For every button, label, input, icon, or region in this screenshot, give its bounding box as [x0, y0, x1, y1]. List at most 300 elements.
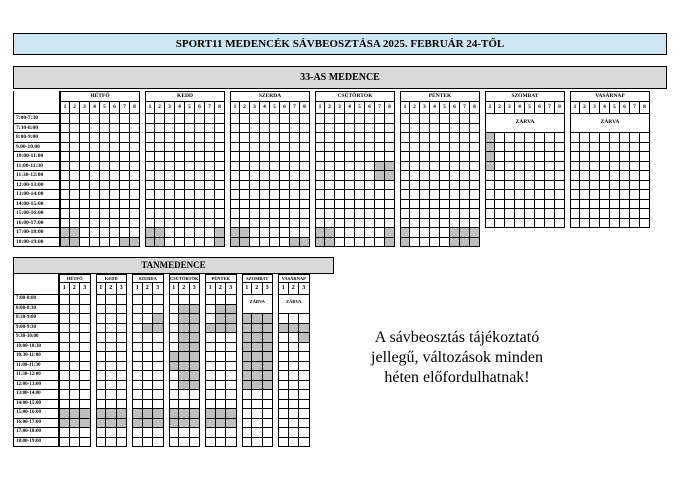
lane-slot — [299, 352, 310, 362]
lane-slot — [345, 143, 355, 153]
schedule-row — [485, 181, 565, 191]
lane-slot — [110, 171, 120, 181]
lane-slot — [270, 190, 280, 200]
schedule-row — [132, 438, 164, 448]
schedule-row — [60, 152, 140, 162]
occupied-lane-slot — [485, 162, 495, 172]
occupied-lane-slot — [252, 333, 263, 343]
lane-slot — [430, 238, 440, 248]
schedule-row — [145, 228, 225, 238]
lane-slot — [60, 114, 70, 124]
lane-slot — [300, 114, 310, 124]
lane-slot — [120, 133, 130, 143]
lane-number: 1 — [485, 102, 495, 114]
lane-slot — [169, 314, 180, 324]
schedule-row — [60, 133, 140, 143]
lane-slot — [495, 181, 505, 191]
lane-slot — [545, 181, 555, 191]
lane-slot — [240, 124, 250, 134]
lane-slot — [430, 124, 440, 134]
schedule-row — [96, 409, 128, 419]
lane-slot — [315, 162, 325, 172]
lane-slot — [230, 162, 240, 172]
lane-slot — [495, 190, 505, 200]
lane-slot — [545, 209, 555, 219]
lane-slot — [169, 381, 180, 391]
lane-slot — [300, 219, 310, 229]
lane-slot — [278, 333, 289, 343]
lane-slot — [570, 190, 580, 200]
lane-slot — [90, 171, 100, 181]
day-name: PÉNTEK — [205, 274, 237, 283]
lane-slot — [580, 200, 590, 210]
lane-slot — [70, 390, 81, 400]
day-name: CSÜTÖRTÖK — [315, 91, 395, 102]
schedule-row — [96, 400, 128, 410]
occupied-lane-slot — [70, 238, 80, 248]
lane-slot — [175, 200, 185, 210]
lane-slot — [515, 181, 525, 191]
lane-slot — [226, 390, 237, 400]
occupied-lane-slot — [230, 238, 240, 248]
schedule-row — [169, 352, 201, 362]
lane-slot — [216, 352, 227, 362]
lane-slot — [185, 190, 195, 200]
lane-slot — [400, 190, 410, 200]
lane-slot — [420, 152, 430, 162]
schedule-row — [242, 352, 274, 362]
lane-slot — [59, 438, 70, 448]
lane-slot — [289, 343, 300, 353]
occupied-lane-slot — [179, 333, 190, 343]
schedule-row — [315, 171, 395, 181]
lane-slot — [230, 171, 240, 181]
occupied-lane-slot — [70, 419, 81, 429]
occupied-lane-slot — [179, 419, 190, 429]
occupied-lane-slot — [278, 324, 289, 334]
occupied-lane-slot — [450, 228, 460, 238]
lane-slot — [80, 305, 91, 315]
lane-slot — [117, 400, 128, 410]
lane-slot — [600, 171, 610, 181]
lane-slot — [250, 219, 260, 229]
lane-slot — [525, 200, 535, 210]
lane-slot — [250, 152, 260, 162]
occupied-lane-slot — [242, 343, 253, 353]
schedule-row — [96, 305, 128, 315]
lane-slot — [365, 219, 375, 229]
schedule-row — [205, 428, 237, 438]
lane-slot — [280, 200, 290, 210]
lane-slot — [70, 428, 81, 438]
lane-number: 7 — [289, 102, 300, 114]
lane-slot — [96, 295, 107, 305]
lane-number: 7 — [544, 102, 555, 114]
lane-slot — [270, 171, 280, 181]
lane-slot — [195, 219, 205, 229]
lane-slot — [205, 162, 215, 172]
schedule-row — [132, 390, 164, 400]
lane-slot — [430, 219, 440, 229]
lane-slot — [195, 200, 205, 210]
lane-slot — [106, 314, 117, 324]
lane-slot — [205, 305, 216, 315]
lane-number: 3 — [504, 102, 515, 114]
lane-slot — [132, 343, 143, 353]
lane-slot — [278, 371, 289, 381]
lane-slot — [505, 200, 515, 210]
lane-slot — [555, 171, 565, 181]
lane-slot — [205, 143, 215, 153]
lane-slot — [230, 200, 240, 210]
lane-slot — [190, 438, 201, 448]
lane-number: 2 — [215, 283, 227, 295]
lane-slot — [216, 390, 227, 400]
lane-slot — [215, 133, 225, 143]
lane-slot — [215, 209, 225, 219]
time-slot-label: 9:00-9:30 — [14, 324, 58, 334]
lane-number: 7 — [629, 102, 640, 114]
lane-slot — [59, 362, 70, 372]
lane-slot — [430, 200, 440, 210]
lane-slot — [470, 133, 480, 143]
time-slot-label: 15:00-16:00 — [14, 209, 59, 219]
lane-slot — [106, 438, 117, 448]
schedule-row — [242, 333, 274, 343]
lane-slot — [290, 228, 300, 238]
lane-slot — [289, 400, 300, 410]
schedule-row — [230, 219, 310, 229]
lane-number: 2 — [105, 283, 117, 295]
lane-slot — [620, 219, 630, 229]
occupied-lane-slot — [190, 409, 201, 419]
lane-slot — [70, 362, 81, 372]
lane-slot — [155, 143, 165, 153]
lane-slot — [80, 190, 90, 200]
lane-slot — [185, 200, 195, 210]
schedule-row — [59, 381, 91, 391]
lane-slot — [610, 219, 620, 229]
schedule-row — [315, 133, 395, 143]
lane-slot — [132, 428, 143, 438]
lane-number: 3 — [589, 102, 600, 114]
lane-slot — [278, 438, 289, 448]
lane-slot — [580, 152, 590, 162]
lane-slot — [120, 124, 130, 134]
lane-slot — [365, 200, 375, 210]
lane-slot — [117, 333, 128, 343]
occupied-lane-slot — [290, 238, 300, 248]
lane-slot — [430, 133, 440, 143]
lane-slot — [70, 438, 81, 448]
occupied-lane-slot — [315, 238, 325, 248]
lane-slot — [263, 438, 274, 448]
time-slot-label: 11:00-11:30 — [14, 162, 59, 172]
lane-slot — [96, 400, 107, 410]
occupied-lane-slot — [120, 238, 130, 248]
schedule-row — [278, 400, 310, 410]
lane-slot — [630, 200, 640, 210]
schedule-row — [59, 371, 91, 381]
schedule-row — [242, 428, 274, 438]
lane-slot — [278, 314, 289, 324]
schedule-row — [96, 381, 128, 391]
lane-slot — [515, 171, 525, 181]
lane-slot — [505, 143, 515, 153]
schedule-row — [145, 190, 225, 200]
lane-slot — [90, 200, 100, 210]
occupied-lane-slot — [216, 314, 227, 324]
lane-slot — [175, 209, 185, 219]
lane-slot — [155, 190, 165, 200]
occupied-lane-slot — [315, 228, 325, 238]
lane-slot — [155, 181, 165, 191]
lane-slot — [640, 219, 650, 229]
lane-slot — [335, 238, 345, 248]
lane-slot — [185, 143, 195, 153]
lane-number: 1 — [242, 283, 253, 295]
lane-slot — [410, 190, 420, 200]
lane-slot — [80, 181, 90, 191]
lane-slot — [205, 200, 215, 210]
lane-slot — [505, 133, 515, 143]
lane-slot — [525, 152, 535, 162]
schedule-row — [278, 343, 310, 353]
schedule-row — [230, 124, 310, 134]
schedule-row — [278, 314, 310, 324]
lane-slot — [555, 133, 565, 143]
lane-slot — [70, 181, 80, 191]
lane-slot — [335, 200, 345, 210]
lane-slot — [169, 324, 180, 334]
lane-slot — [153, 333, 164, 343]
lane-slot — [440, 228, 450, 238]
lane-slot — [59, 333, 70, 343]
schedule-row — [169, 419, 201, 429]
occupied-lane-slot — [252, 371, 263, 381]
lane-slot — [59, 428, 70, 438]
lane-slot — [153, 371, 164, 381]
lane-slot — [335, 228, 345, 238]
lane-number: 6 — [109, 102, 120, 114]
schedule-row — [96, 428, 128, 438]
schedule-row — [278, 409, 310, 419]
lane-slot — [165, 143, 175, 153]
lane-slot — [299, 419, 310, 429]
lane-slot — [143, 352, 154, 362]
lane-slot — [70, 324, 81, 334]
schedule-row — [96, 371, 128, 381]
lane-slot — [120, 190, 130, 200]
lane-slot — [430, 143, 440, 153]
lane-slot — [132, 324, 143, 334]
lane-slot — [505, 219, 515, 229]
lane-slot — [280, 190, 290, 200]
time-slot-label: 10:00-11:00 — [14, 152, 59, 162]
lane-slot — [153, 390, 164, 400]
lane-number: 3 — [262, 283, 274, 295]
lane-slot — [260, 228, 270, 238]
lane-slot — [153, 305, 164, 315]
occupied-lane-slot — [385, 162, 395, 172]
lane-slot — [290, 124, 300, 134]
lane-slot — [420, 114, 430, 124]
lane-slot — [185, 181, 195, 191]
lane-slot — [153, 381, 164, 391]
lane-slot — [335, 114, 345, 124]
lane-number: 3 — [249, 102, 260, 114]
lane-number: 6 — [279, 102, 290, 114]
lane-slot — [400, 219, 410, 229]
schedule-row — [59, 352, 91, 362]
lane-slot — [215, 200, 225, 210]
lane-slot — [130, 171, 140, 181]
lane-slot — [410, 133, 420, 143]
lane-number: 1 — [400, 102, 410, 114]
lane-slot — [260, 152, 270, 162]
lane-slot — [505, 171, 515, 181]
lane-slot — [535, 171, 545, 181]
lane-slot — [365, 124, 375, 134]
lane-slot — [610, 200, 620, 210]
lane-slot — [165, 181, 175, 191]
lane-slot — [230, 124, 240, 134]
lane-slot — [205, 181, 215, 191]
schedule-row — [230, 190, 310, 200]
lane-slot — [250, 209, 260, 219]
lane-slot — [100, 200, 110, 210]
lane-slot — [110, 143, 120, 153]
lane-slot — [120, 171, 130, 181]
lane-slot — [100, 190, 110, 200]
occupied-lane-slot — [263, 371, 274, 381]
lane-slot — [290, 209, 300, 219]
time-column — [13, 274, 59, 447]
lane-slot — [535, 219, 545, 229]
lane-slot — [280, 238, 290, 248]
lane-slot — [263, 428, 274, 438]
lane-slot — [230, 152, 240, 162]
lane-slot — [620, 152, 630, 162]
day-name: SZOMBAT — [242, 274, 274, 283]
schedule-row — [230, 143, 310, 153]
lane-slot — [600, 162, 610, 172]
lane-slot — [420, 143, 430, 153]
lane-slot — [143, 400, 154, 410]
lane-slot — [59, 295, 70, 305]
occupied-lane-slot — [375, 162, 385, 172]
lane-slot — [460, 219, 470, 229]
lane-slot — [145, 162, 155, 172]
lane-slot — [117, 314, 128, 324]
lane-slot — [315, 181, 325, 191]
lane-slot — [120, 143, 130, 153]
lane-slot — [90, 152, 100, 162]
lane-number: 5 — [99, 102, 110, 114]
schedule-row — [145, 238, 225, 248]
lane-slot — [143, 305, 154, 315]
schedule-row — [59, 314, 91, 324]
lane-slot — [290, 152, 300, 162]
occupied-lane-slot — [226, 305, 237, 315]
lane-slot — [355, 114, 365, 124]
lane-slot — [515, 219, 525, 229]
lane-slot — [420, 190, 430, 200]
schedule-row — [400, 162, 480, 172]
lane-number: 8 — [299, 102, 310, 114]
lane-slot — [325, 152, 335, 162]
lane-slot — [450, 219, 460, 229]
lane-slot — [299, 314, 310, 324]
lane-slot — [545, 171, 555, 181]
lane-slot — [59, 381, 70, 391]
lane-slot — [290, 190, 300, 200]
lane-slot — [278, 343, 289, 353]
lane-slot — [270, 200, 280, 210]
lane-number: 2 — [154, 102, 165, 114]
occupied-lane-slot — [216, 409, 227, 419]
lane-slot — [216, 371, 227, 381]
occupied-lane-slot — [190, 419, 201, 429]
lane-slot — [230, 209, 240, 219]
lane-slot — [460, 209, 470, 219]
lane-slot — [450, 124, 460, 134]
lane-slot — [345, 114, 355, 124]
lane-slot — [535, 181, 545, 191]
lane-slot — [280, 209, 290, 219]
schedule-row — [169, 381, 201, 391]
lane-slot — [420, 200, 430, 210]
lane-slot — [280, 152, 290, 162]
schedule-row — [145, 200, 225, 210]
lane-slot — [117, 295, 128, 305]
lane-slot — [205, 314, 216, 324]
occupied-lane-slot — [325, 238, 335, 248]
lane-slot — [165, 200, 175, 210]
lane-slot — [385, 219, 395, 229]
schedule-row — [59, 362, 91, 372]
lane-slot — [117, 381, 128, 391]
closed-label: ZÁRVA — [278, 295, 310, 314]
lane-slot — [278, 390, 289, 400]
lane-slot — [365, 152, 375, 162]
schedule-row — [169, 362, 201, 372]
schedule-row — [59, 409, 91, 419]
lane-slot — [260, 143, 270, 153]
lane-slot — [300, 228, 310, 238]
occupied-lane-slot — [106, 409, 117, 419]
lane-slot — [580, 143, 590, 153]
lane-slot — [299, 362, 310, 372]
schedule-row — [132, 371, 164, 381]
lane-slot — [240, 219, 250, 229]
lane-slot — [335, 219, 345, 229]
schedule-row — [400, 190, 480, 200]
lane-slot — [179, 295, 190, 305]
lane-slot — [345, 171, 355, 181]
lane-slot — [90, 162, 100, 172]
occupied-lane-slot — [179, 305, 190, 315]
lane-slot — [205, 219, 215, 229]
lane-slot — [460, 190, 470, 200]
schedule-row — [169, 295, 201, 305]
occupied-lane-slot — [252, 352, 263, 362]
schedule-row — [60, 200, 140, 210]
schedule-row — [315, 238, 395, 248]
closed-label: ZÁRVA — [242, 295, 274, 314]
lane-slot — [96, 352, 107, 362]
lane-slot — [110, 209, 120, 219]
